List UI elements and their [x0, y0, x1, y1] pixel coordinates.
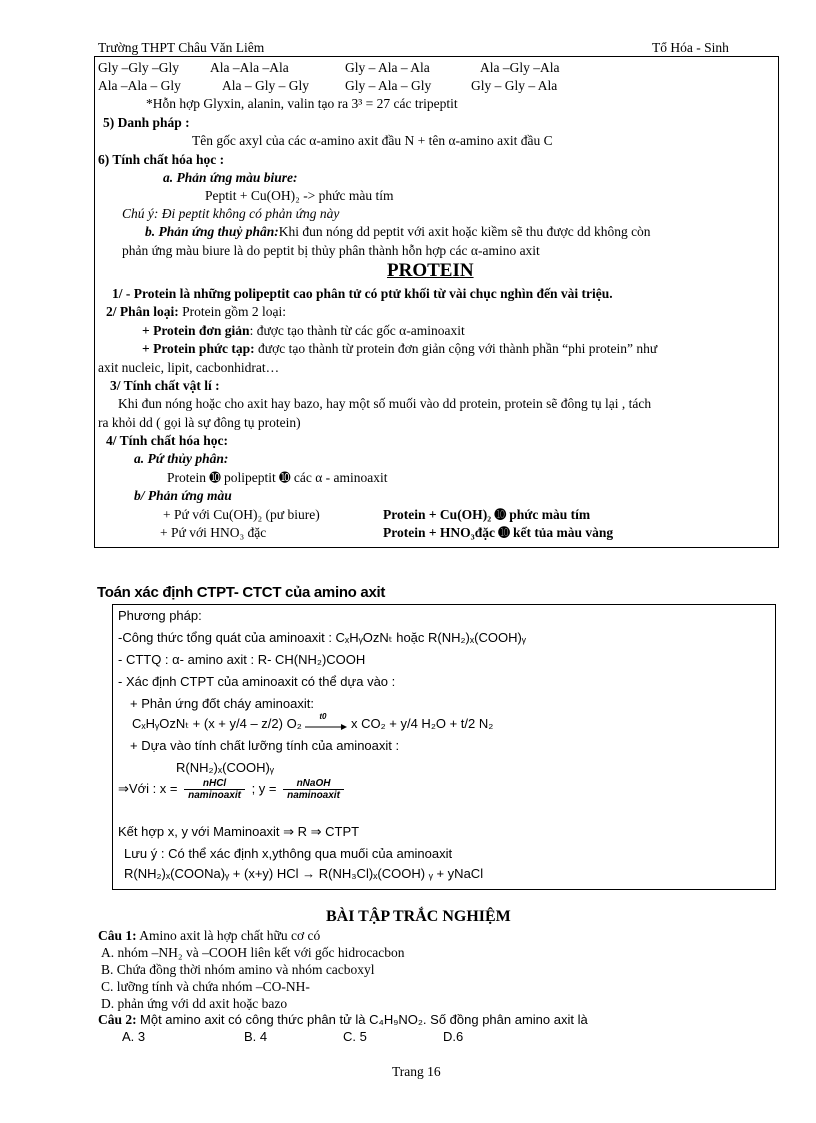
p2b-line: [142, 341, 657, 357]
ratio-formula: [118, 778, 347, 801]
s6b-line: [145, 224, 651, 240]
p3-text1: Khi đun nóng hoặc cho axit hay bazo, hay một số muối vào dd protein, protein sẽ đông tụ lại , tách: [118, 396, 652, 411]
s6a-title: a. Phản ứng màu biure:: [163, 170, 298, 185]
p2-text: Protein gồm 2 loại:: [182, 304, 287, 319]
q2-option-c: C. 5: [343, 1029, 367, 1044]
ratio-x-den: naminoaxit: [188, 790, 241, 801]
p3-text2: ra khỏi dd ( gọi là sự đông tụ protein): [98, 415, 301, 430]
p2b-text2: axit nucleic, lipit, cacbonhidrat…: [98, 360, 280, 375]
tripeptide-1: Gly –Gly –Gly: [98, 60, 179, 75]
method-l11: R(NH₂)ₓ(COONa)ᵧ + (x+y) HCl → R(NH₃Cl)ₓ(COOH) ᵧ + yNaCl: [124, 866, 484, 881]
q1-text: Amino axit là hợp chất hữu cơ có: [139, 928, 321, 943]
tripeptide-7: Gly – Ala – Gly: [345, 78, 432, 93]
ratio-with: ⇒Với : x =: [118, 780, 178, 796]
q1-option-c: C. lưỡng tính và chứa nhóm –CO-NH-: [101, 979, 310, 994]
s5-title: 5) Danh pháp :: [103, 115, 190, 130]
ratio-y-fraction: [283, 778, 344, 801]
q1-option-a: A. nhóm –NH₂ và –COOH liên kết với gốc hidrocacbon: [101, 945, 405, 960]
p4b-title: b/ Phản ứng màu: [134, 488, 232, 503]
q2-option-d: D.6: [443, 1029, 464, 1044]
q2-line: [98, 1012, 588, 1028]
method-section-title: Toán xác định CTPT- CTCT của amino axit: [97, 584, 386, 601]
header-school: Trường THPT Châu Văn Liêm: [98, 40, 265, 55]
method-title: Phương pháp:: [118, 608, 202, 623]
method-l10: Lưu ý : Có thể xác định x,ythông qua muối của aminoaxit: [124, 846, 453, 861]
p2a-text: : được tạo thành từ các gốc α-aminoaxit: [249, 323, 465, 338]
q1-option-b: B. Chứa đồng thời nhóm amino và nhóm cacboxyl: [101, 962, 375, 977]
method-l4: + Phản ứng đốt cháy aminoaxit:: [130, 696, 314, 711]
q2-text: Một amino axit có công thức phân tử là C₄H₉NO₂. Số đồng phân amino axit là: [140, 1012, 588, 1027]
page-number: Trang 16: [392, 1064, 441, 1079]
s5-text: Tên gốc axyl của các α-amino axit đầu N + tên α-amino axit đầu C: [192, 133, 553, 148]
s6b-title: b. Phản ứng thuỷ phân:: [145, 224, 279, 239]
tripeptide-note: *Hỗn hợp Glyxin, alanin, valin tạo ra 3³ = 27 các tripeptit: [146, 96, 458, 111]
quiz-heading: BÀI TẬP TRẮC NGHIỆM: [326, 908, 511, 925]
p2b-title: + Protein phức tạp:: [142, 341, 255, 356]
s6b-text1: Khi đun nóng dd peptit với axit hoặc kiềm sẽ thu được dd không còn: [278, 224, 651, 239]
method-l6: + Dựa vào tính chất lưỡng tính của aminoaxit :: [130, 738, 400, 753]
method-l3: - Xác định CTPT của aminoaxit có thể dựa vào :: [118, 674, 396, 689]
p4b-row1-right: Protein + Cu(OH)₂ ➓ phức màu tím: [383, 507, 591, 522]
ratio-x-num: nHCl: [184, 778, 245, 790]
ratio-y-den: naminoaxit: [287, 790, 340, 801]
tripeptide-8: Gly – Gly – Ala: [471, 78, 558, 93]
p2-title: 2/ Phân loại:: [106, 304, 179, 319]
tripeptide-3: Gly – Ala – Ala: [345, 60, 430, 75]
heat-arrow-icon: [305, 711, 347, 730]
tripeptide-2: Ala –Ala –Ala: [210, 60, 289, 75]
protein-heading: PROTEIN: [387, 260, 474, 281]
ratio-x-fraction: [184, 778, 245, 801]
q1-label: Câu 1:: [98, 928, 137, 943]
p4b-row2-left: + Pứ với HNO₃ đặc: [160, 525, 267, 540]
combustion-left: CₓHᵧOzNₜ + (x + y/4 – z/2) O₂: [132, 716, 302, 731]
s6a-equation: Peptit + Cu(OH)₂ -> phức màu tím: [205, 188, 394, 203]
p4-title: 4/ Tính chất hóa học:: [106, 433, 229, 448]
p4b-row2-right: Protein + HNO₃đặc ➓ kết tủa màu vàng: [383, 525, 614, 540]
p2b-text: được tạo thành từ protein đơn giản cộng với thành phần “phi protein” như: [258, 341, 658, 356]
q2-label: Câu 2:: [98, 1012, 137, 1027]
s6-note: Chú ý: Đi peptit không có phản ứng này: [122, 206, 340, 221]
method-l9: Kết hợp x, y với Maminoaxit ⇒ R ⇒ CTPT: [118, 824, 360, 839]
ratio-y-num: nNaOH: [283, 778, 344, 790]
header-dept: Tổ Hóa - Sinh: [652, 40, 729, 55]
q2-option-a: A. 3: [122, 1029, 146, 1044]
p4a-equation: Protein ➓ polipeptit ➓ các α - aminoaxit: [167, 470, 388, 485]
ratio-y: ; y =: [251, 780, 277, 796]
p4a-title: a. Pứ thủy phân:: [134, 451, 229, 466]
p2a-title: + Protein đơn giản: [142, 323, 250, 338]
protein-def: 1/ - Protein là những polipeptit cao phân tử có ptử khối từ vài chục nghìn đến vài triệu.: [112, 286, 613, 301]
tripeptide-5: Ala –Ala – Gly: [98, 78, 181, 93]
tripeptide-6: Ala – Gly – Gly: [222, 78, 309, 93]
q2-option-b: B. 4: [244, 1029, 268, 1044]
s6b-text2: phản ứng màu biure là do peptit bị thủy phân thành hỗn hợp các α-amino axit: [122, 243, 540, 258]
q1-line: [98, 928, 320, 944]
tripeptide-4: Ala –Gly –Ala: [480, 60, 560, 75]
combustion-equation: [132, 711, 494, 732]
heat-arrow-label: t0: [319, 711, 327, 721]
protein-classify: [106, 304, 286, 320]
combustion-right: x CO₂ + y/4 H₂O + t/2 N₂: [351, 716, 494, 731]
method-l1: -Công thức tổng quát của aminoaxit : CₓHᵧOzNₜ hoặc R(NH₂)ₓ(COOH)ᵧ: [118, 630, 526, 645]
method-l7: R(NH₂)ₓ(COOH)ᵧ: [176, 760, 274, 775]
p4b-row1-left: + Pứ với Cu(OH)₂ (pư biure): [163, 507, 320, 522]
q1-option-d: D. phản ứng với dd axit hoặc bazo: [101, 996, 288, 1011]
p3-title: 3/ Tính chất vật lí :: [110, 378, 220, 393]
method-l2: - CTTQ : α- amino axit : R- CH(NH₂)COOH: [118, 652, 366, 667]
p2a-line: [142, 323, 465, 339]
s6-title: 6) Tính chất hóa học :: [98, 152, 225, 167]
